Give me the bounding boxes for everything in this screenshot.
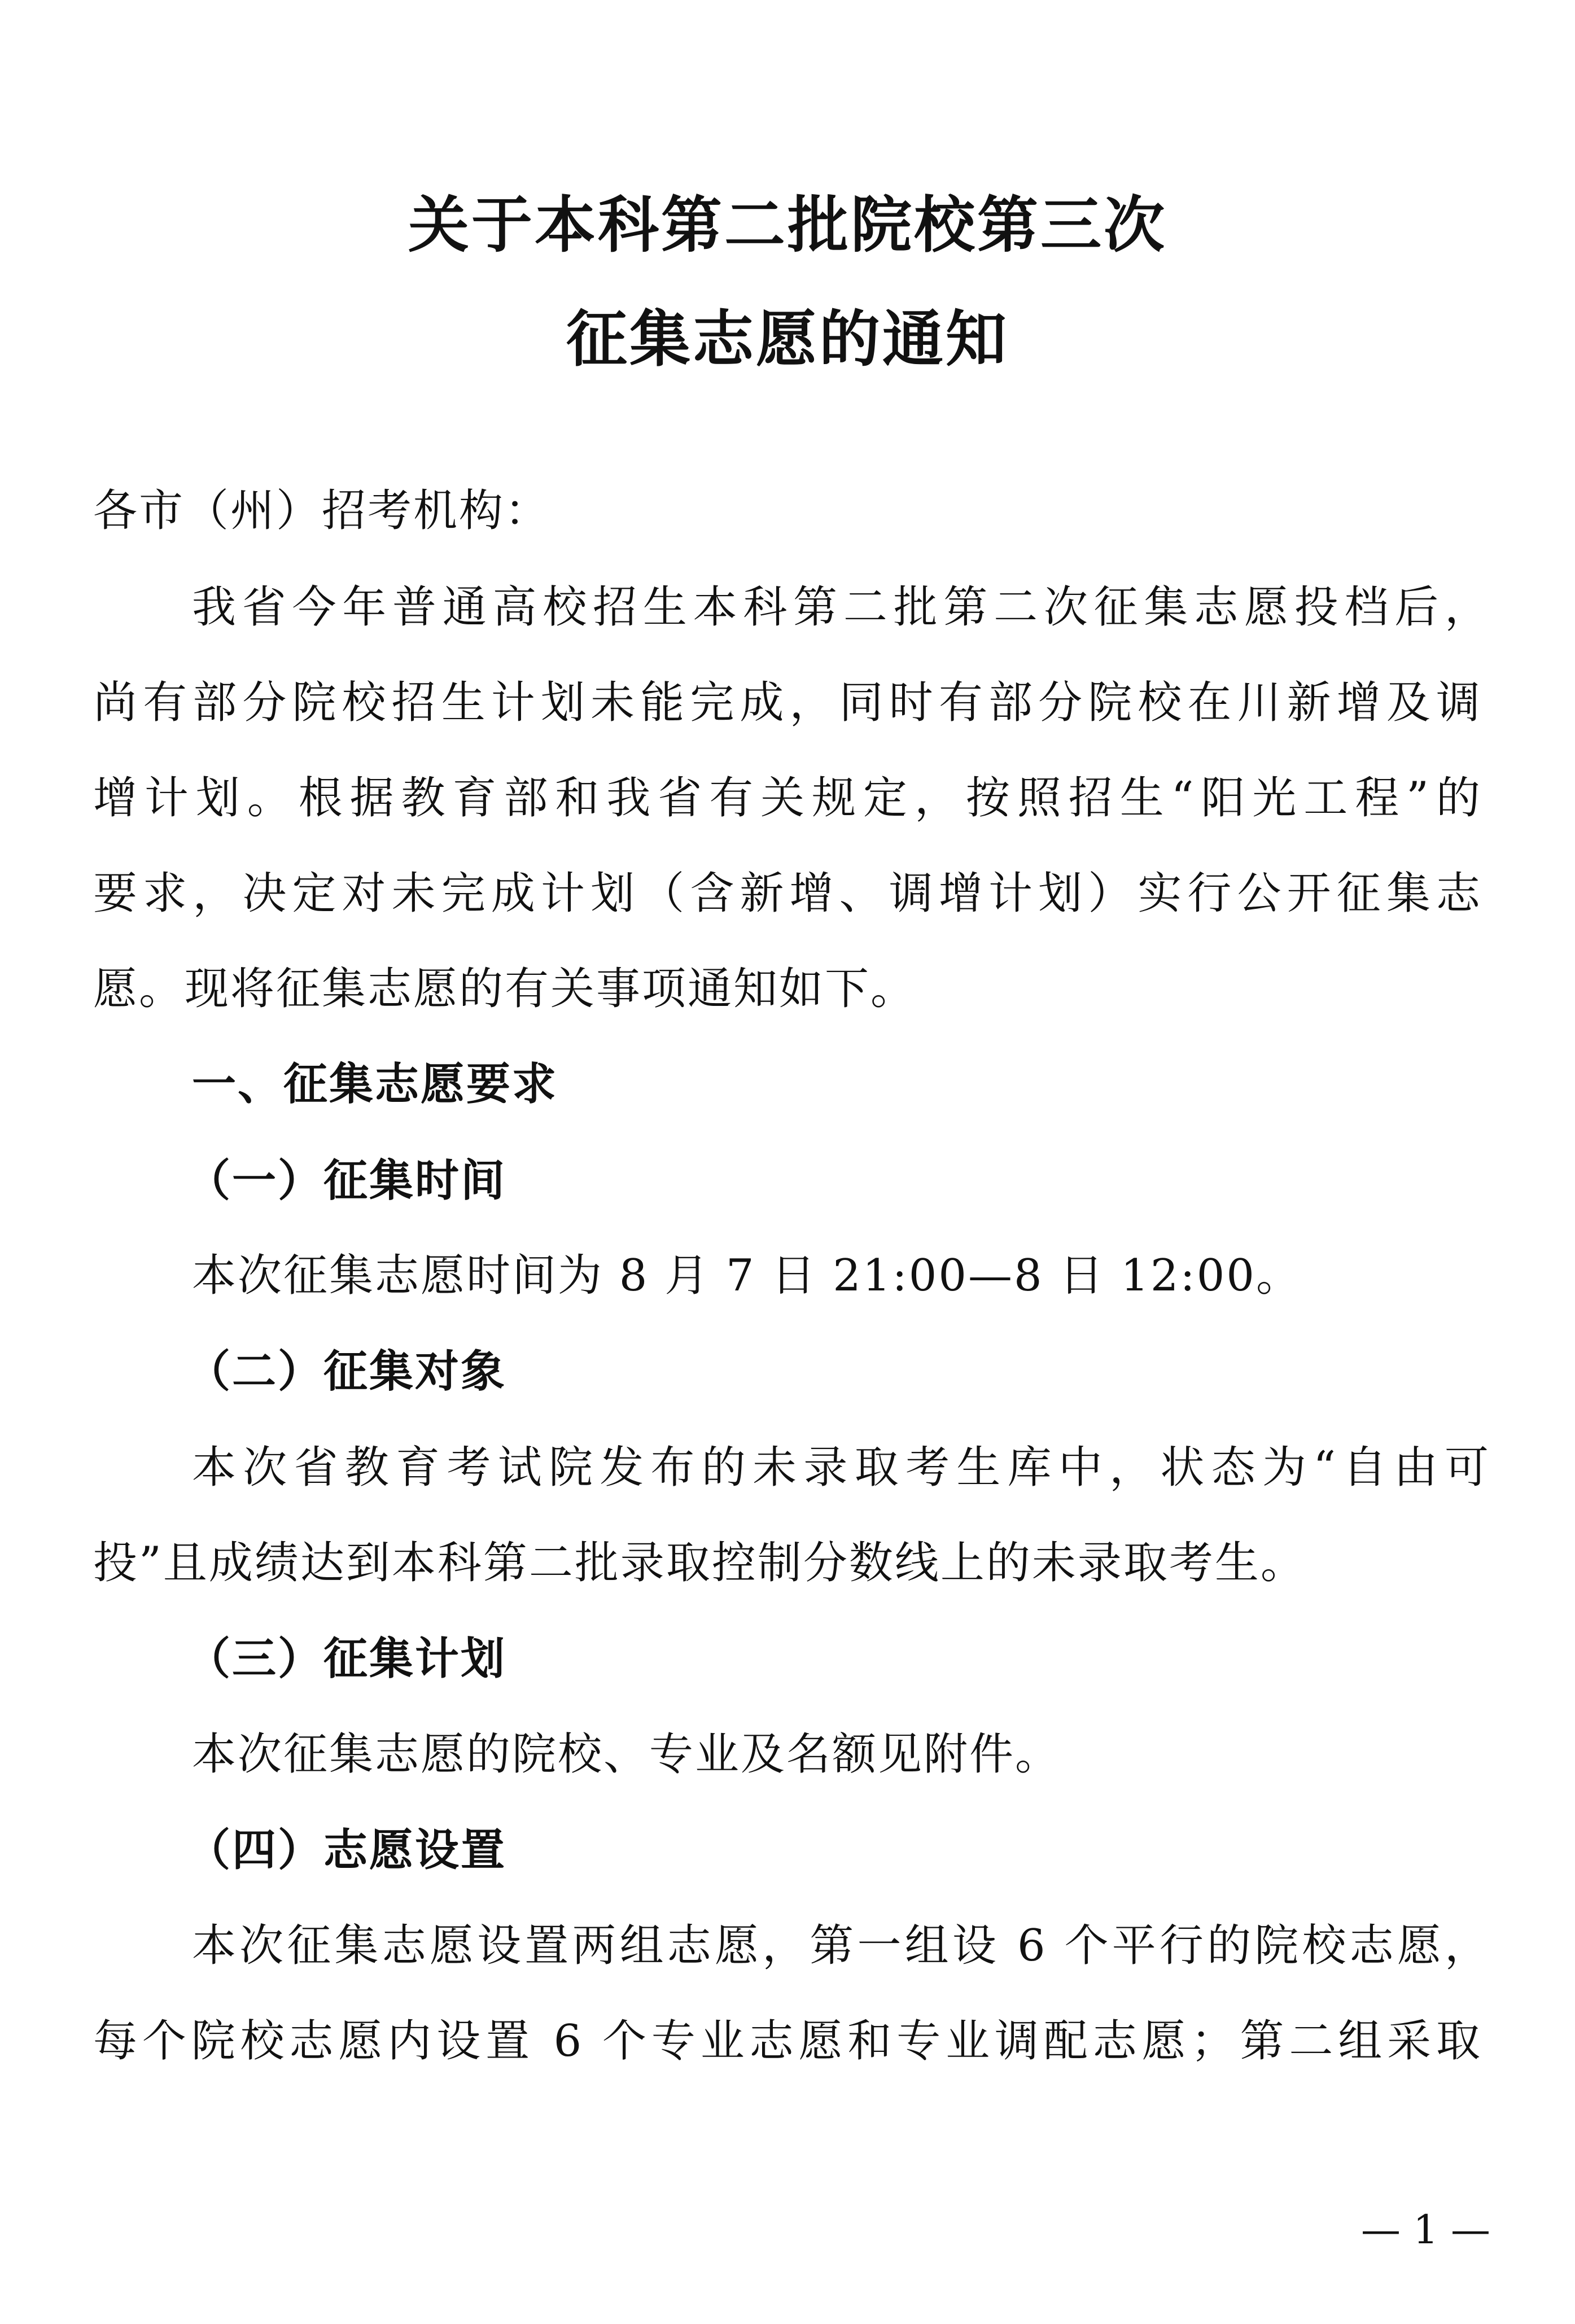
intro-line-2: 尚有部分院校招生计划未能完成，同时有部分院校在川新增及调 bbox=[93, 677, 1482, 728]
subsection-2-line-1: 本次省教育考试院发布的未录取考生库中，状态为“自由可 bbox=[192, 1442, 1490, 1493]
subsection-heading-2: （二）征集对象 bbox=[186, 1346, 507, 1397]
subsection-1-line-1: 本次征集志愿时间为 8 月 7 日 21:00—8 日 12:00。 bbox=[192, 1250, 1302, 1301]
document-title-line-2: 征集志愿的通知 bbox=[566, 304, 1009, 375]
salutation: 各市（州）招考机构： bbox=[93, 485, 551, 536]
section-heading-1: 一、征集志愿要求 bbox=[192, 1059, 558, 1110]
subsection-heading-1: （一）征集时间 bbox=[186, 1156, 507, 1206]
subsection-heading-4: （四）志愿设置 bbox=[186, 1825, 507, 1876]
document-title-line-1: 关于本科第二批院校第三次 bbox=[408, 190, 1167, 261]
subsection-3-line-1: 本次征集志愿的院校、专业及名额见附件。 bbox=[192, 1729, 1061, 1780]
intro-line-5: 愿。现将征集志愿的有关事项通知如下。 bbox=[93, 964, 917, 1014]
subsection-2-line-2: 投”且成绩达到本科第二批录取控制分数线上的未录取考生。 bbox=[93, 1538, 1306, 1588]
subsection-4-line-1: 本次征集志愿设置两组志愿，第一组设 6 个平行的院校志愿， bbox=[192, 1920, 1490, 1971]
intro-line-4: 要求，决定对未完成计划（含新增、调增计划）实行公开征集志 bbox=[93, 868, 1482, 919]
subsection-4-line-2: 每个院校志愿内设置 6 个专业志愿和专业调配志愿；第二组采取 bbox=[93, 2016, 1482, 2067]
intro-line-1: 我省今年普通高校招生本科第二批第二次征集志愿投档后， bbox=[192, 582, 1490, 633]
intro-line-3: 增计划。根据教育部和我省有关规定，按照招生“阳光工程”的 bbox=[93, 773, 1482, 824]
page-number: — 1 — bbox=[1360, 2207, 1490, 2253]
subsection-heading-3: （三）征集计划 bbox=[186, 1634, 507, 1684]
